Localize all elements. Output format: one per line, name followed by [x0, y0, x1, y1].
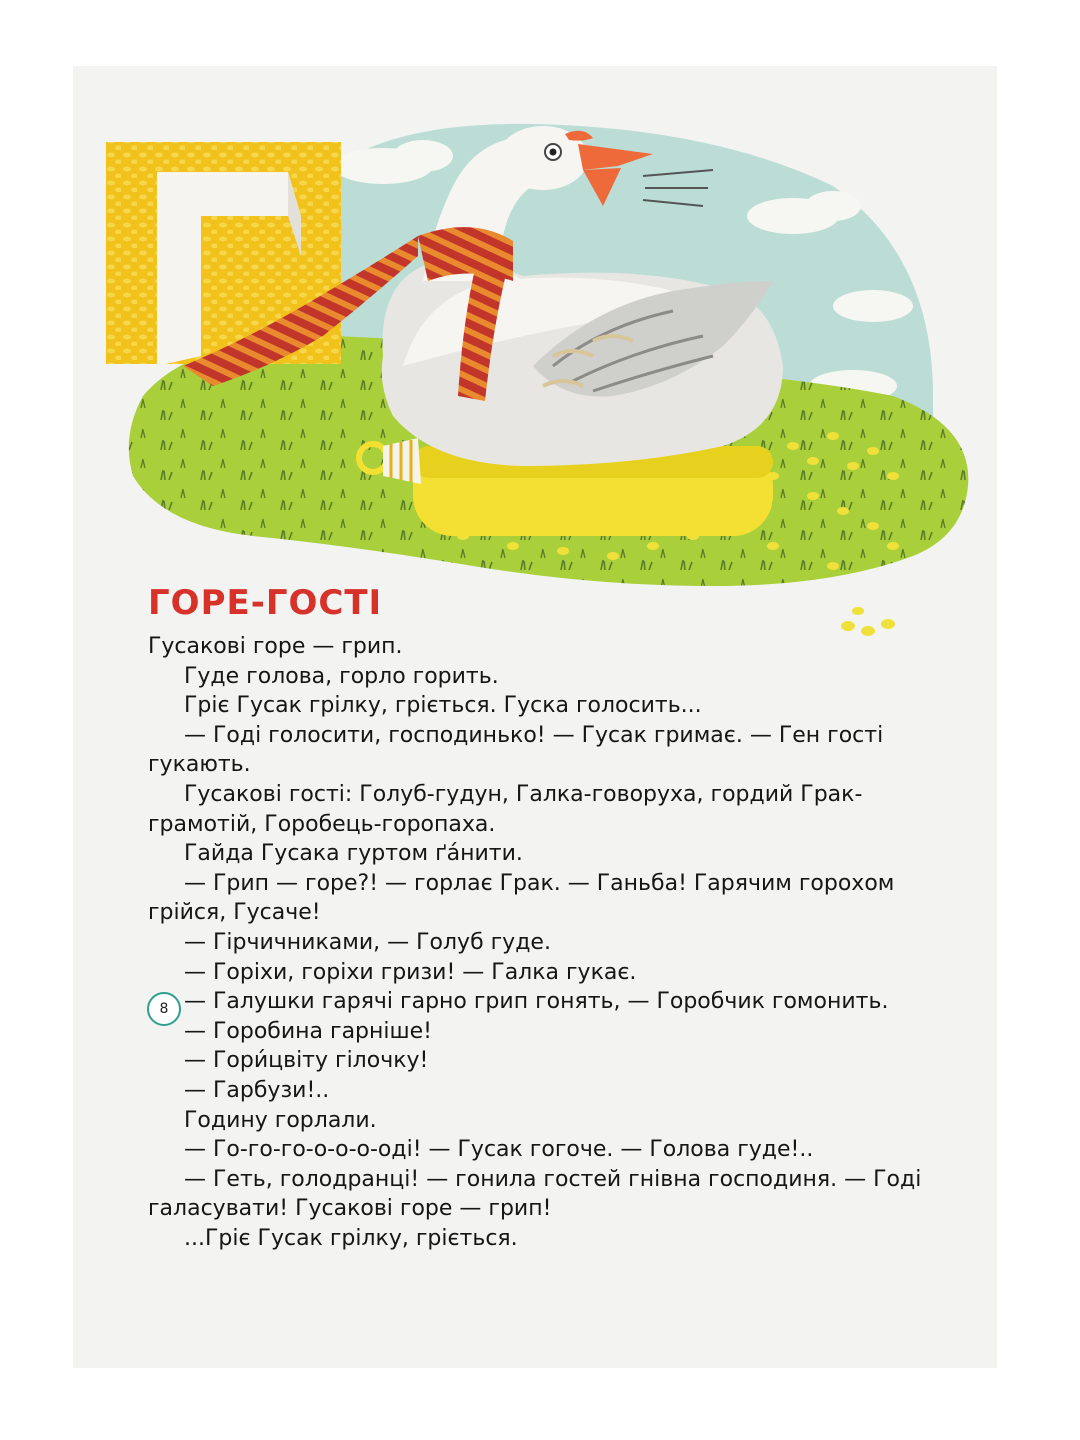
book-page: [73, 66, 997, 1368]
story-line: ...Гріє Гусак грілку, гріється.: [184, 1225, 518, 1251]
story-line: — Гірчичниками, — Голуб гуде.: [184, 929, 551, 955]
story-line: — Го-го-го-о-о-о-оді! — Гусак гогоче. — Голова гуде!..: [184, 1137, 814, 1163]
story-line: — Геть, голодранці! — гонила гостей гнівна господиня. — Годі галасувати! Гусакові горе — грип!: [148, 1166, 922, 1222]
story-line: — Гори́цвіту гілочку!: [184, 1048, 429, 1074]
story-line: — Горобина гарніше!: [184, 1018, 433, 1044]
story-line: Гріє Гусак грілку, гріється. Гуска голосить...: [184, 693, 702, 719]
story-line: — Годі голосити, господинько! — Гусак гримає. — Ген гості гукають.: [148, 722, 884, 778]
story-line: Гайда Гусака гуртом ґа́нити.: [184, 841, 523, 867]
story-line: Гусакові горе — грип.: [148, 634, 403, 659]
story-body: [148, 632, 948, 1253]
page-number: 8: [147, 992, 181, 1026]
story-line: — Грип — горе?! — горлає Грак. — Ганьба! Гарячим горохом грійся, Гусаче!: [148, 870, 895, 926]
story-line: Годину горлали.: [184, 1107, 377, 1133]
story-line: Гусакові гості: Голуб-гудун, Галка-говоруха, гордий Грак-грамотій, Горобець-горопаха.: [148, 781, 863, 837]
story-line: — Галушки гарячі гарно грип гонять, — Горобчик гомонить.: [184, 989, 889, 1015]
story-line: — Гарбузи!..: [184, 1077, 330, 1103]
story-title: ГОРЕ-ГОСТІ: [148, 583, 383, 623]
story-line: Гуде голова, горло горить.: [184, 663, 499, 689]
goose-illustration: [73, 66, 997, 666]
story-line: — Горіхи, горіхи гризи! — Галка гукає.: [184, 959, 637, 985]
